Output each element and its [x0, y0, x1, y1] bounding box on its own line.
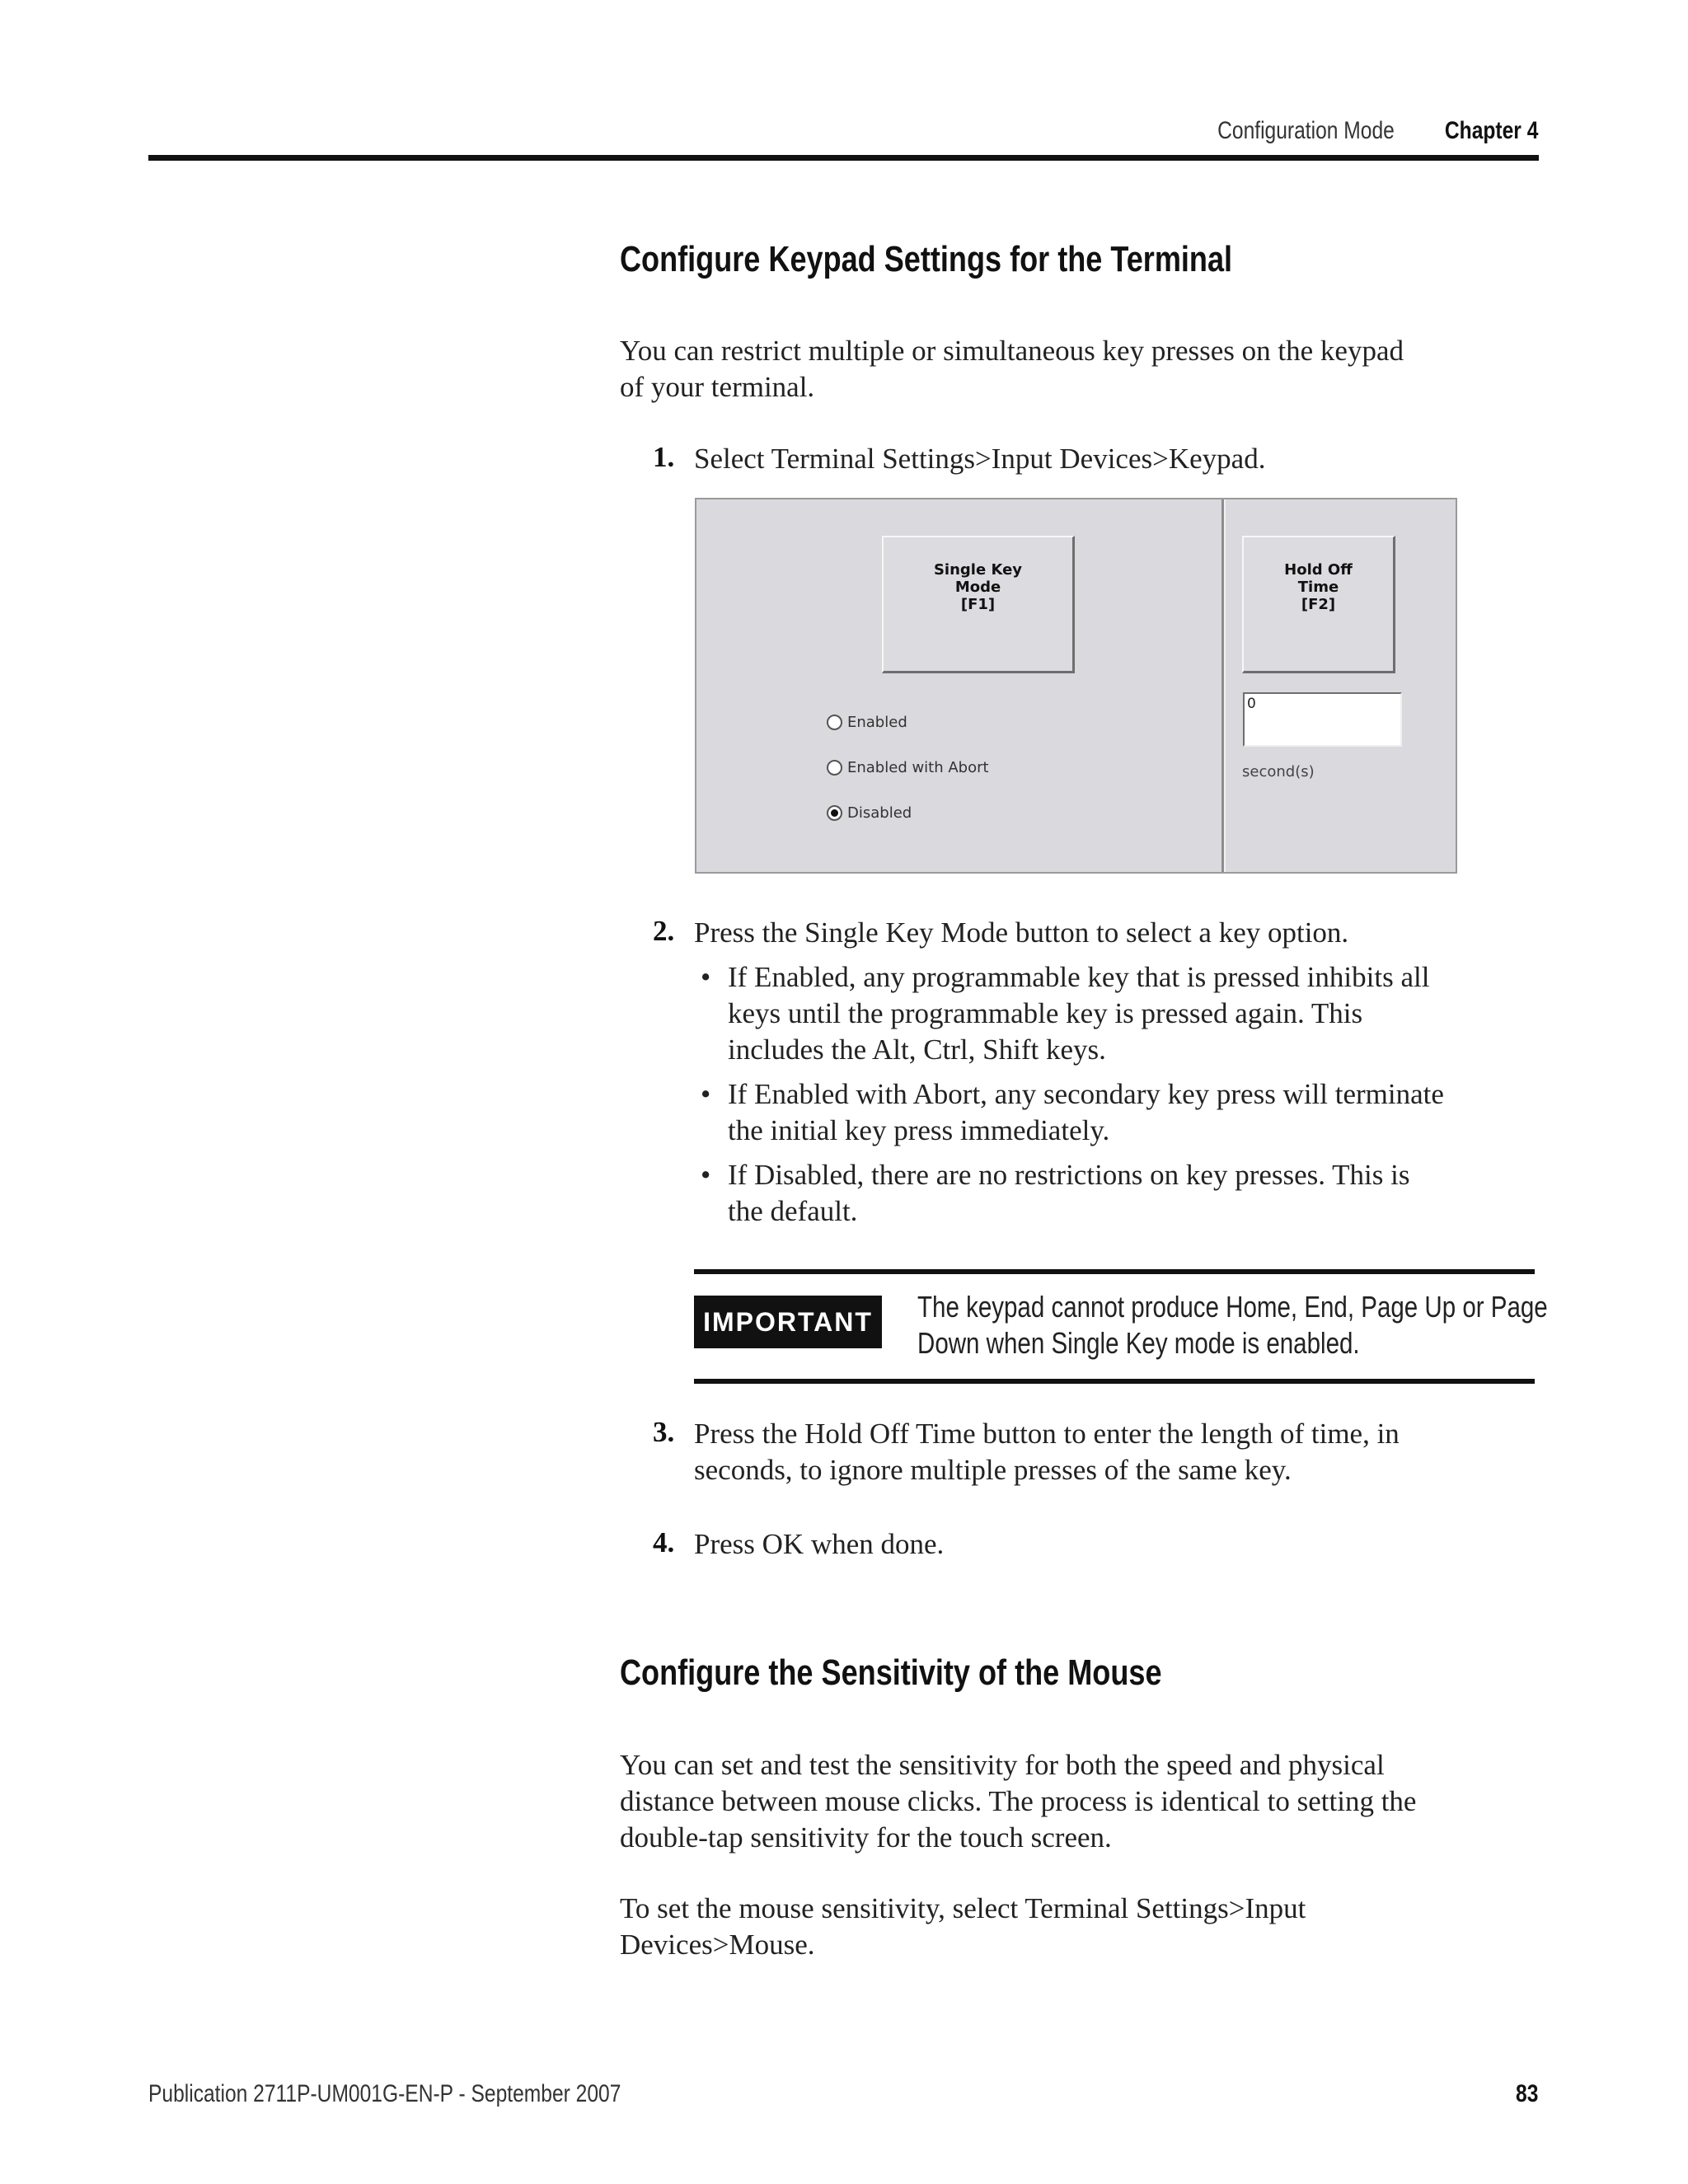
- keypad-intro: [620, 333, 1404, 405]
- seconds-label: second(s): [1242, 763, 1315, 780]
- step-text: Select Terminal Settings>Input Devices>Keypad.: [694, 443, 1266, 475]
- bullet-item: [701, 959, 1430, 1068]
- step-text: Press OK when done.: [694, 1528, 945, 1560]
- radio-enabled-with-abort[interactable]: [827, 759, 989, 776]
- mouse-instruction: [620, 1891, 1306, 1963]
- text-line: keys until the programmable key is pressed again. This: [728, 997, 1363, 1029]
- radio-button-icon[interactable]: [827, 715, 842, 730]
- button-label-line: [F1]: [960, 595, 996, 613]
- single-key-mode-button[interactable]: [882, 536, 1075, 673]
- radio-button-selected-icon[interactable]: [827, 805, 842, 821]
- hold-off-time-button[interactable]: [1242, 536, 1395, 673]
- important-text: [917, 1289, 1548, 1361]
- text-line: Devices>Mouse.: [620, 1929, 815, 1961]
- text-line: the default.: [728, 1195, 858, 1227]
- button-label-line: Single Key: [933, 560, 1023, 579]
- important-top-rule: [694, 1269, 1535, 1274]
- radio-disabled[interactable]: [827, 804, 912, 822]
- running-header-chapter: Chapter 4: [1444, 117, 1538, 144]
- text-line: You can set and test the sensitivity for both the speed and physical: [620, 1749, 1385, 1781]
- text-line: Press the Hold Off Time button to enter the length of time, in: [694, 1418, 1400, 1450]
- text-line: If Enabled, any programmable key that is pressed inhibits all: [728, 961, 1430, 993]
- radio-enabled[interactable]: [827, 714, 907, 731]
- step-text: Press the Single Key Mode button to select a key option.: [694, 916, 1349, 949]
- text-line: seconds, to ignore multiple presses of the same key.: [694, 1454, 1292, 1486]
- button-label-line: [F2]: [1301, 595, 1336, 613]
- bullet-icon: •: [701, 961, 711, 993]
- hold-off-time-input[interactable]: 0: [1243, 692, 1402, 747]
- radio-label: Enabled: [847, 714, 907, 731]
- radio-button-icon[interactable]: [827, 760, 842, 776]
- important-label: IMPORTANT: [694, 1296, 882, 1348]
- bullet-icon: •: [701, 1078, 711, 1110]
- text-line: the initial key press immediately.: [728, 1114, 1110, 1146]
- important-bottom-rule: [694, 1379, 1535, 1384]
- header-rule: [148, 155, 1539, 161]
- text-line: You can restrict multiple or simultaneous key presses on the keypad: [620, 335, 1404, 367]
- running-header-section: Configuration Mode: [1217, 117, 1395, 144]
- step-number: 4.: [653, 1526, 675, 1558]
- text-line: If Enabled with Abort, any secondary key press will terminate: [728, 1078, 1444, 1110]
- panel-divider: [1221, 499, 1226, 872]
- keypad-settings-screen: [695, 498, 1457, 874]
- text-line: The keypad cannot produce Home, End, Page Up or Page: [917, 1290, 1548, 1324]
- button-label-line: Hold Off: [1284, 560, 1353, 579]
- button-label-line: Time: [1297, 578, 1339, 596]
- bullet-item: [701, 1157, 1410, 1230]
- mouse-intro: [620, 1747, 1416, 1856]
- button-label-line: Mode: [954, 578, 1001, 596]
- text-line: double-tap sensitivity for the touch screen.: [620, 1821, 1112, 1854]
- page-number: 83: [1515, 2080, 1538, 2107]
- bullet-icon: •: [701, 1159, 711, 1191]
- footer-publication: Publication 2711P-UM001G-EN-P - September 2007: [148, 2080, 621, 2107]
- bullet-item: [701, 1076, 1444, 1149]
- step-number: 3.: [653, 1416, 675, 1448]
- text-line: includes the Alt, Ctrl, Shift keys.: [728, 1033, 1106, 1066]
- text-line: of your terminal.: [620, 371, 815, 403]
- radio-label: Enabled with Abort: [847, 759, 989, 776]
- section-heading-mouse: Configure the Sensitivity of the Mouse: [620, 1652, 1162, 1693]
- text-line: Down when Single Key mode is enabled.: [917, 1326, 1360, 1360]
- text-line: distance between mouse clicks. The process is identical to setting the: [620, 1785, 1417, 1817]
- section-heading-keypad: Configure Keypad Settings for the Terminal: [620, 239, 1233, 279]
- step-text: [694, 1416, 1400, 1488]
- step-number: 1.: [653, 441, 675, 473]
- text-line: To set the mouse sensitivity, select Terminal Settings>Input: [620, 1892, 1306, 1924]
- radio-label: Disabled: [847, 804, 912, 822]
- step-number: 2.: [653, 915, 675, 947]
- text-line: If Disabled, there are no restrictions on key presses. This is: [728, 1159, 1410, 1191]
